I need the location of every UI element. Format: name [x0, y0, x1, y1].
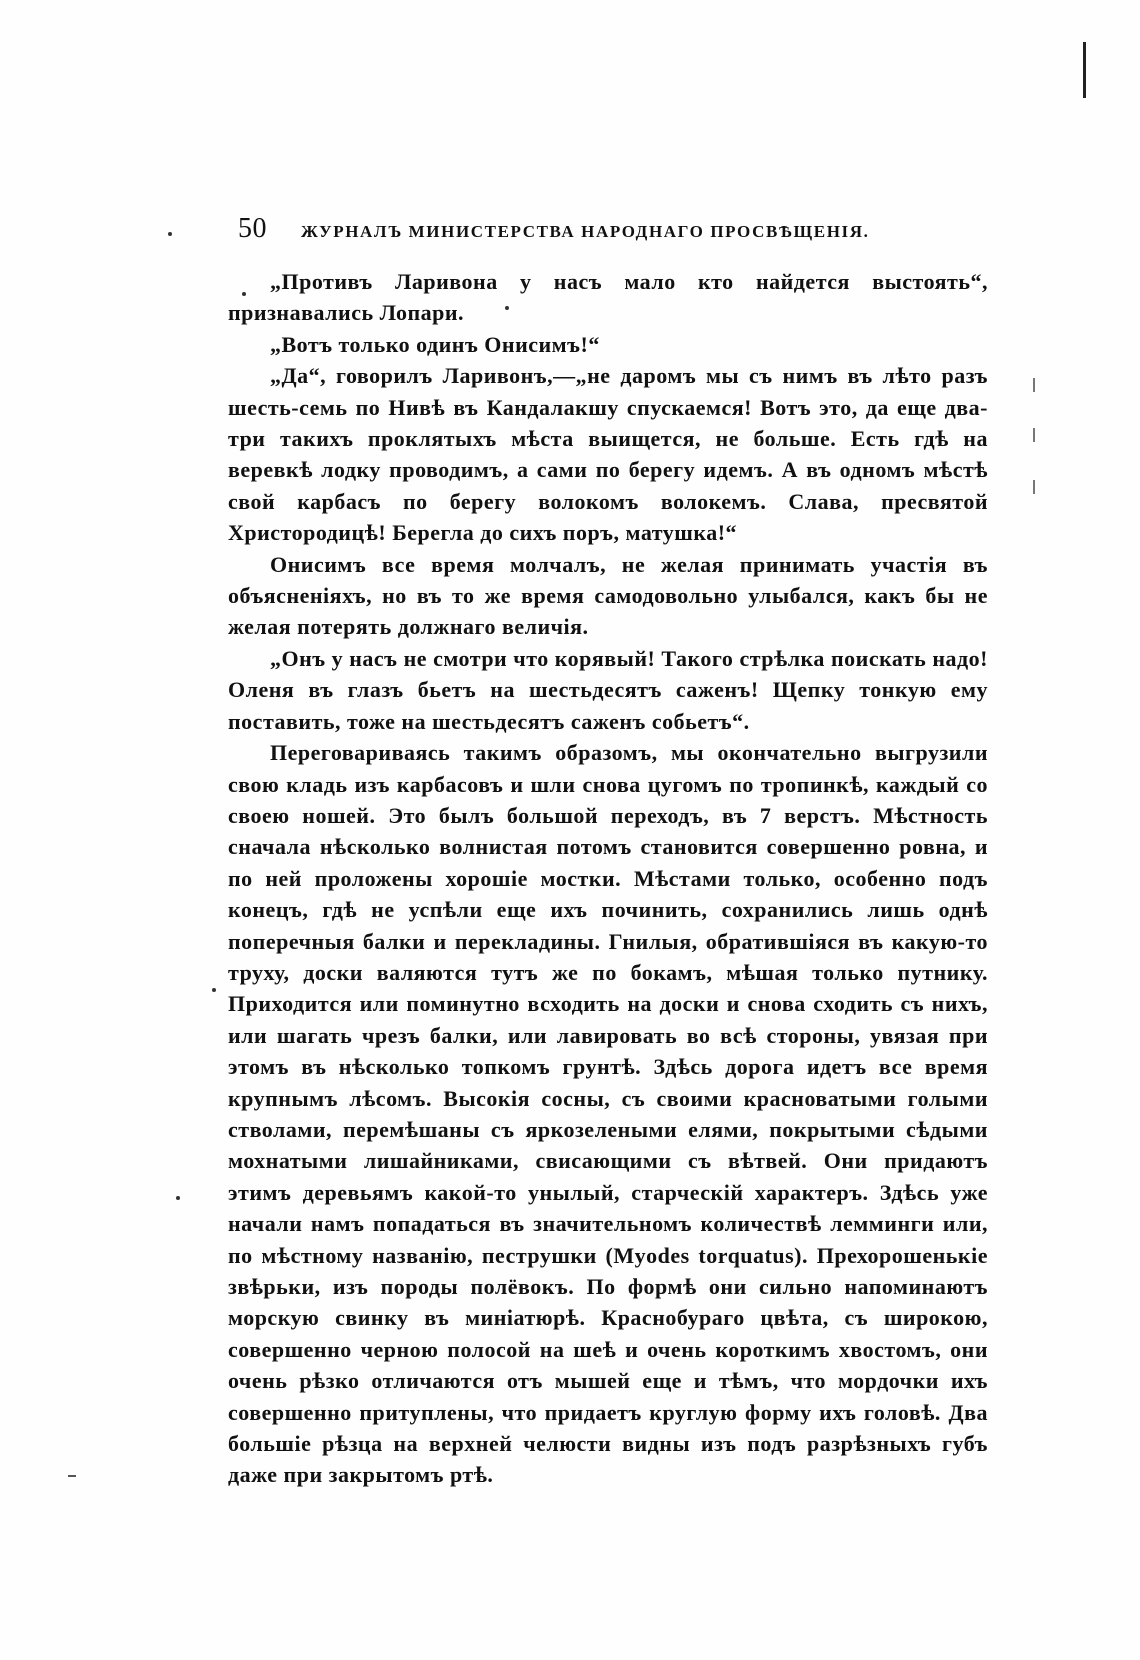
margin-tick-mark [1033, 428, 1035, 442]
paragraph: „Да“, говорилъ Ларивонъ,—„не даромъ мы съ нимъ въ лѣто разъ шесть-семь по Нивѣ въ Кандалакшу спускаемся! Вотъ это, да еще два-три такихъ проклятыхъ мѣста выищется, не больше. Есть гдѣ на веревкѣ лодку проводимъ, а сами по берегу идемъ. А въ одномъ мѣстѣ свой карбасъ по берегу волокомъ волокемъ. Слава, пресвятой Христородицѣ! Берегла до сихъ поръ, матушка!“ [228, 363, 988, 546]
paragraph: Переговариваясь такимъ образомъ, мы окончательно выгрузили свою кладь изъ карбасовъ и шли снова цугомъ по тропинкѣ, каждый со своею ношей. Это былъ большой переходъ, въ 7 верстъ. Мѣстность сначала нѣсколько волнистая потомъ становится совершенно ровна, и по ней проложены хорошіе мостки. Мѣстами только, особенно подъ конецъ, гдѣ не успѣли еще ихъ починить, сохранились лишь однѣ поперечныя балки и перекладины. Гнилыя, обратившіяся въ какую-то труху, доски валяются тутъ же по бокамъ, мѣшая только путнику. Приходится или поминутно всходить на доски и снова сходить съ нихъ, или шагать чрезъ балки, или лавировать во всѣ стороны, увязая при этомъ въ нѣсколько топкомъ грунтѣ. Здѣсь дорога идетъ все время крупнымъ лѣсомъ. Высокія сосны, съ своими красноватыми голыми стволами, перемѣшаны съ яркозелеными елями, покрытыми сѣдыми мохнатыми лишайниками, свисающими съ вѣтвей. Они придаютъ этимъ деревьямъ какой-то унылый, старческій характеръ. Здѣсь уже начали намъ попадаться въ значительномъ количествѣ лемминги или, по мѣстному названію, пеструшки (Myodes torquatus). Прехорошенькіе звѣрьки, изъ породы полёвокъ. По формѣ они сильно напоминаютъ морскую свинку въ миніатюрѣ. Краснобураго цвѣта, съ широкою, совершенно черною полосой на шеѣ и очень короткимъ хвостомъ, они очень рѣзко отличаются отъ мышей еще и тѣмъ, что мордочки ихъ совершенно притуплены, что придаетъ круглую форму ихъ головѣ. Два большіе рѣзца на верхней челюсти видны изъ подъ разрѣзныхъ губъ даже при закрытомъ ртѣ. [228, 740, 988, 1488]
margin-dot-mark [168, 232, 172, 236]
margin-tick-mark [1033, 378, 1035, 392]
body-text [228, 266, 988, 1491]
paragraph: „Онъ у насъ не смотри что корявый! Такого стрѣлка поискать надо! Оленя въ глазъ бьетъ на шестьдесятъ саженъ! Щепку тонкую ему поставить, тоже на шестьдесятъ саженъ собьетъ“. [228, 645, 988, 734]
margin-dash-mark [68, 1475, 76, 1477]
paragraph: „Противъ Ларивона у насъ мало кто найдется выстоять“, признавались Лопари. [228, 269, 988, 326]
margin-tick-mark [1033, 480, 1035, 494]
running-head: ЖУРНАЛЪ МИНИСТЕРСТВА НАРОДНАГО ПРОСВѢЩЕНІЯ. [301, 222, 870, 241]
paragraph: „Вотъ только одинъ Онисимъ!“ [270, 331, 600, 357]
page-number: 50 [238, 213, 267, 244]
page-header [238, 213, 1008, 253]
margin-dot-mark [212, 988, 216, 992]
paragraph: Онисимъ все время молчалъ, не желая принимать участія въ объясненіяхъ, но въ то же время самодовольно улыбался, какъ бы не желая потерять должнаго величія. [228, 551, 988, 640]
margin-rule-mark [1083, 42, 1086, 98]
margin-dot-mark [176, 1196, 180, 1200]
